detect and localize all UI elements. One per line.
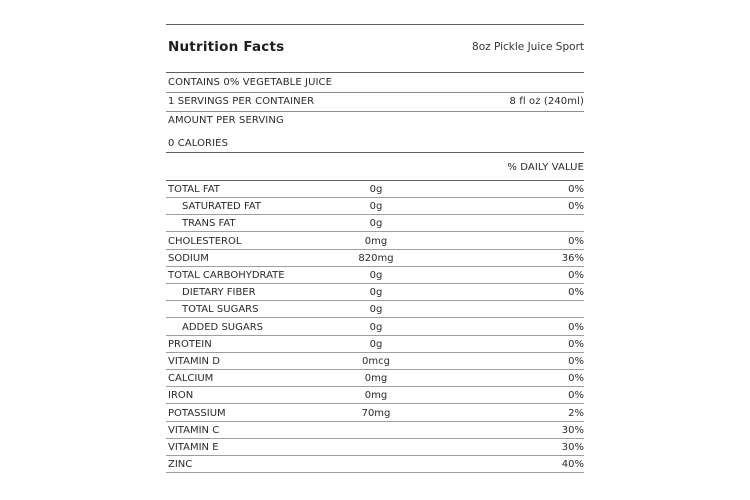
nutrient-amount: 820mg [358, 252, 394, 264]
servings-line: 1 SERVINGS PER CONTAINER [168, 96, 315, 107]
nutrient-amount: 0g [369, 201, 383, 213]
nutrient-daily-value: 0% [568, 373, 584, 385]
row-divider [166, 472, 584, 473]
nutrient-amount: 0mcg [362, 356, 390, 367]
calories-rule [166, 152, 584, 153]
nutrient-amount: 0g [369, 270, 383, 281]
nutrient-row [166, 319, 584, 336]
nutrient-amount: 0g [369, 321, 383, 333]
nutrient-row [166, 284, 584, 301]
nutrient-name: TOTAL CARBOHYDRATE [168, 270, 285, 281]
header-rule [166, 72, 584, 73]
nutrient-row [166, 456, 584, 473]
nutrient-daily-value: 0% [568, 270, 584, 281]
daily-value-header: % DAILY VALUE [507, 162, 584, 173]
nutrient-amount: 0g [369, 287, 383, 299]
nutrient-amount: 0mg [364, 235, 388, 247]
nutrient-row [166, 198, 584, 215]
nutrient-row [166, 233, 584, 250]
nutrient-amount: 0mg [364, 373, 388, 385]
nutrient-row [166, 267, 584, 284]
amount-per-serving-label: AMOUNT PER SERVING [168, 115, 284, 126]
nutrient-row [166, 301, 584, 318]
nutrient-row [166, 215, 584, 232]
nutrient-daily-value: 2% [568, 407, 584, 419]
nutrient-name: CALCIUM [168, 373, 214, 385]
nutrient-amount: 0g [369, 304, 383, 316]
nutrient-daily-value: 0% [568, 390, 584, 402]
nutrient-name: IRON [168, 390, 194, 402]
nutrient-name: TOTAL FAT [168, 184, 220, 195]
nutrient-row [166, 370, 584, 387]
nutrient-daily-value: 0% [568, 235, 584, 247]
nutrient-row [166, 439, 584, 456]
nutrient-daily-value: 0% [568, 201, 584, 213]
nutrient-name: VITAMIN E [168, 442, 219, 453]
nutrient-name: SODIUM [168, 252, 209, 264]
nutrient-amount: 0mg [364, 390, 388, 402]
nutrient-name: CHOLESTEROL [168, 235, 242, 247]
nutrient-row [166, 336, 584, 353]
nutrient-name: ZINC [168, 459, 193, 471]
panel-title: Nutrition Facts [168, 39, 285, 55]
nutrient-daily-value: 0% [568, 287, 584, 299]
nutrient-row [166, 181, 584, 198]
nutrient-daily-value: 30% [561, 424, 584, 436]
nutrient-amount: 0g [369, 338, 383, 350]
nutrient-row [166, 422, 584, 439]
nutrient-name: TRANS FAT [182, 218, 236, 230]
nutrient-amount: 0g [369, 184, 383, 195]
nutrient-name: ADDED SUGARS [182, 321, 263, 333]
nutrient-daily-value: 30% [561, 442, 584, 453]
nutrient-row [166, 353, 584, 370]
top-rule [166, 24, 584, 25]
nutrient-name: VITAMIN C [168, 424, 220, 436]
nutrient-name: VITAMIN D [168, 356, 220, 367]
nutrient-name: TOTAL SUGARS [182, 304, 259, 316]
calories-line: 0 CALORIES [168, 138, 229, 149]
nutrient-name: POTASSIUM [168, 407, 226, 419]
nutrient-name: DIETARY FIBER [182, 287, 256, 299]
nutrient-row [166, 387, 584, 404]
divider [166, 111, 584, 112]
nutrient-daily-value: 0% [568, 321, 584, 333]
nutrient-name: PROTEIN [168, 338, 212, 350]
contains-line: CONTAINS 0% VEGETABLE JUICE [168, 77, 333, 88]
nutrition-facts-panel [166, 0, 584, 500]
nutrient-name: SATURATED FAT [182, 201, 261, 213]
nutrient-row [166, 405, 584, 422]
nutrient-daily-value: 0% [568, 184, 584, 195]
nutrient-amount: 0g [369, 218, 383, 230]
divider [166, 92, 584, 93]
nutrient-daily-value: 0% [568, 338, 584, 350]
nutrient-row [166, 250, 584, 267]
product-name: 8oz Pickle Juice Sport [472, 41, 584, 53]
nutrient-amount: 70mg [361, 407, 391, 419]
nutrient-daily-value: 40% [561, 459, 584, 471]
nutrient-daily-value: 0% [568, 356, 584, 367]
serving-size: 8 fl oz (240ml) [509, 96, 584, 107]
nutrient-daily-value: 36% [561, 252, 584, 264]
